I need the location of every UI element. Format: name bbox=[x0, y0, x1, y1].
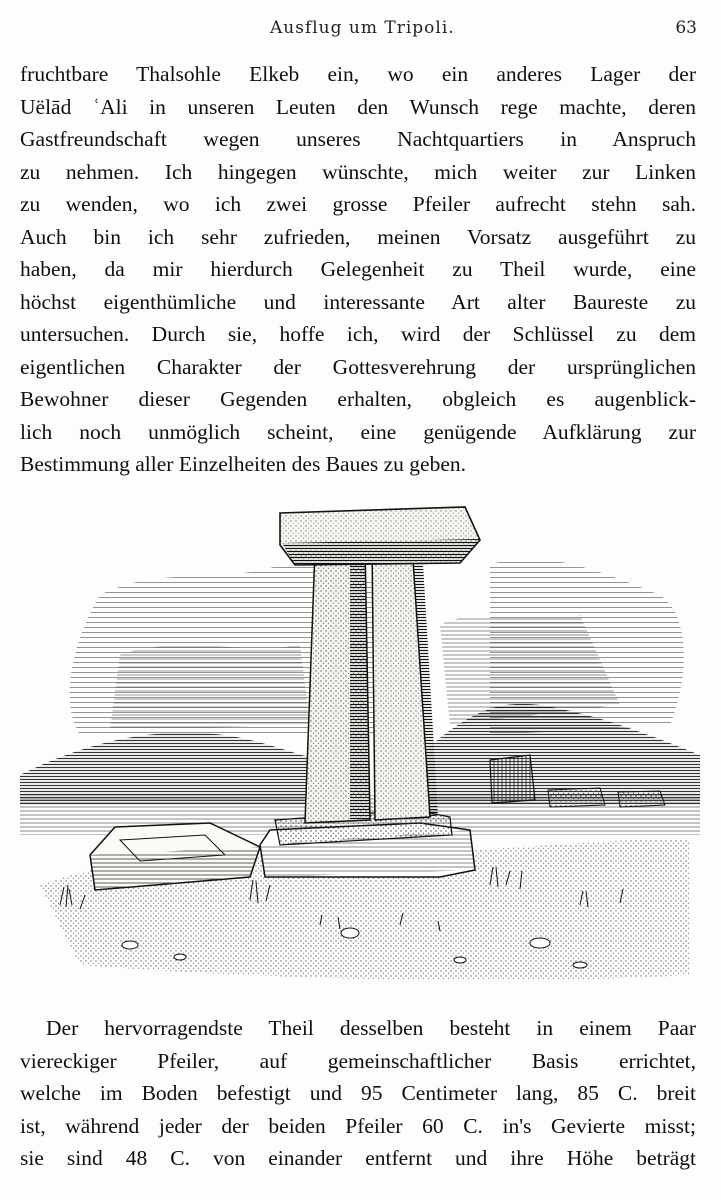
text-line: Auch bin ich sehr zufrieden, meinen Vorsatz ausgeführt zu bbox=[20, 224, 696, 249]
text-line: haben, da mir hierdurch Gelegenheit zu Theil wurde, eine bbox=[20, 257, 696, 281]
text-line: Bewohner dieser Gegenden erhalten, obgleich es augenblick- bbox=[20, 387, 696, 411]
paragraph-1 bbox=[20, 58, 696, 481]
text-line: zu wenden, wo ich zwei grosse Pfeiler aufrecht stehn sah. bbox=[20, 192, 696, 216]
trilithon-engraving bbox=[20, 505, 700, 995]
right-pillar bbox=[372, 545, 438, 820]
text-line: welche im Boden befestigt und 95 Centimeter lang, 85 C. breit bbox=[20, 1081, 696, 1105]
engraving-illustration bbox=[20, 505, 700, 995]
text-line: viereckiger Pfeiler, auf gemeinschaftlicher Basis errichtet, bbox=[20, 1048, 696, 1073]
text-line: lich noch unmöglich scheint, eine genügende Aufklärung zur bbox=[20, 419, 696, 444]
text-line: untersuchen. Durch sie, hoffe ich, wird der Schlüssel zu dem bbox=[20, 322, 696, 346]
text-line: eigentlichen Charakter der Gottesverehrung der ursprünglichen bbox=[20, 354, 696, 379]
text-line: fruchtbare Thalsohle Elkeb ein, wo ein anderes Lager der bbox=[20, 62, 696, 86]
text-line: Bestimmung aller Einzelheiten des Baues zu geben. bbox=[20, 452, 466, 476]
page-header bbox=[0, 18, 721, 48]
capstone bbox=[280, 507, 480, 565]
text-line: sie sind 48 C. von einander entfernt und ihre Höhe beträgt bbox=[20, 1146, 696, 1170]
left-pillar bbox=[305, 545, 370, 823]
text-line: Uëlād ʿAli in unseren Leuten den Wunsch rege machte, deren bbox=[20, 94, 696, 119]
text-line: Gastfreundschaft wegen unseres Nachtquartiers in Anspruch bbox=[20, 127, 696, 151]
text-line: Der hervorragendste Theil desselben besteht in einem Paar bbox=[46, 1016, 696, 1040]
text-line: ist, während jeder der beiden Pfeiler 60 C. in's Gevierte misst; bbox=[20, 1113, 696, 1138]
text-line: zu nehmen. Ich hingegen wünschte, mich weiter zur Linken bbox=[20, 159, 696, 184]
paragraph-2 bbox=[20, 1012, 696, 1175]
text-line: höchst eigenthümliche und interessante Art alter Baureste zu bbox=[20, 289, 696, 314]
running-title: Ausflug um Tripoli. bbox=[270, 18, 455, 38]
page-number: 63 bbox=[675, 18, 697, 38]
